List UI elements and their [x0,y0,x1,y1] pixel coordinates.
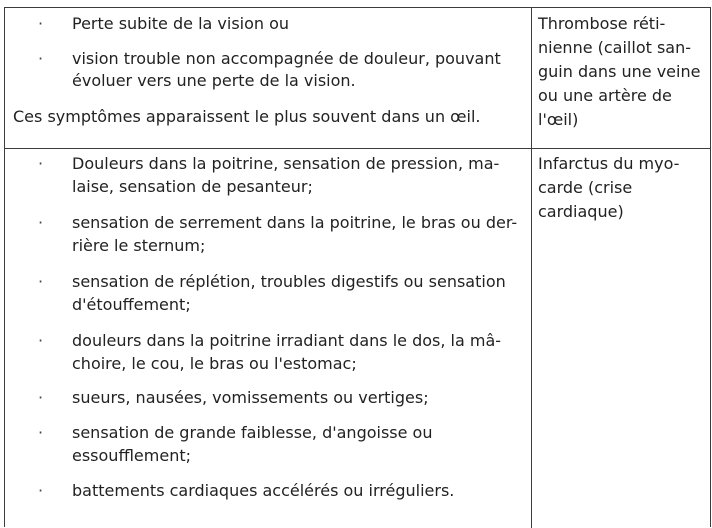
bullet-icon: · [38,388,44,407]
condition-line: Thrombose réti- [538,14,666,33]
condition-line: Infarctus du myo- [538,154,680,173]
symptom-line: choire, le cou, le bras ou l'estomac; [72,354,357,373]
condition-line: cardiaque) [538,202,624,221]
bullet-icon: · [38,14,44,33]
row-divider [5,148,710,149]
bullet-icon: · [38,481,44,500]
symptom-line: Perte subite de la vision ou [72,14,290,33]
column-divider [531,8,532,528]
symptom-line: laise, sensation de pesanteur; [72,177,313,196]
symptom-line: douleurs dans la poitrine irradiant dans le dos, la mâ- [72,331,502,350]
bullet-icon: · [38,331,44,350]
symptom-note: Ces symptômes apparaissent le plus souvent dans un œil. [13,107,481,126]
bullet-icon: · [38,154,44,173]
symptom-line: vision trouble non accompagnée de douleur, pouvant [72,49,501,68]
symptom-line: sensation de serrement dans la poitrine, le bras ou der- [72,213,518,232]
condition-line: carde (crise [538,178,633,197]
condition-line: ou une artère de [538,86,672,105]
symptom-line: rière le sternum; [72,236,206,255]
symptom-line: Douleurs dans la poitrine, sensation de pression, ma- [72,154,500,173]
symptom-line: évoluer vers une perte de la vision. [72,71,356,90]
bullet-icon: · [38,213,44,232]
symptom-line: essoufflement; [72,446,191,465]
symptom-line: sueurs, nausées, vomissements ou vertiges; [72,388,429,407]
bullet-icon: · [38,49,44,68]
symptom-line: sensation de réplétion, troubles digestifs ou sensation [72,272,506,291]
condition-line: l'œil) [538,110,579,129]
condition-line: guin dans une veine [538,62,701,81]
bullet-icon: · [38,272,44,291]
symptom-line: sensation de grande faiblesse, d'angoisse ou [72,423,433,442]
symptom-line: d'étouffement; [72,295,191,314]
condition-line: nienne (caillot san- [538,38,692,57]
symptom-line: battements cardiaques accélérés ou irréguliers. [72,481,455,500]
bullet-icon: · [38,423,44,442]
